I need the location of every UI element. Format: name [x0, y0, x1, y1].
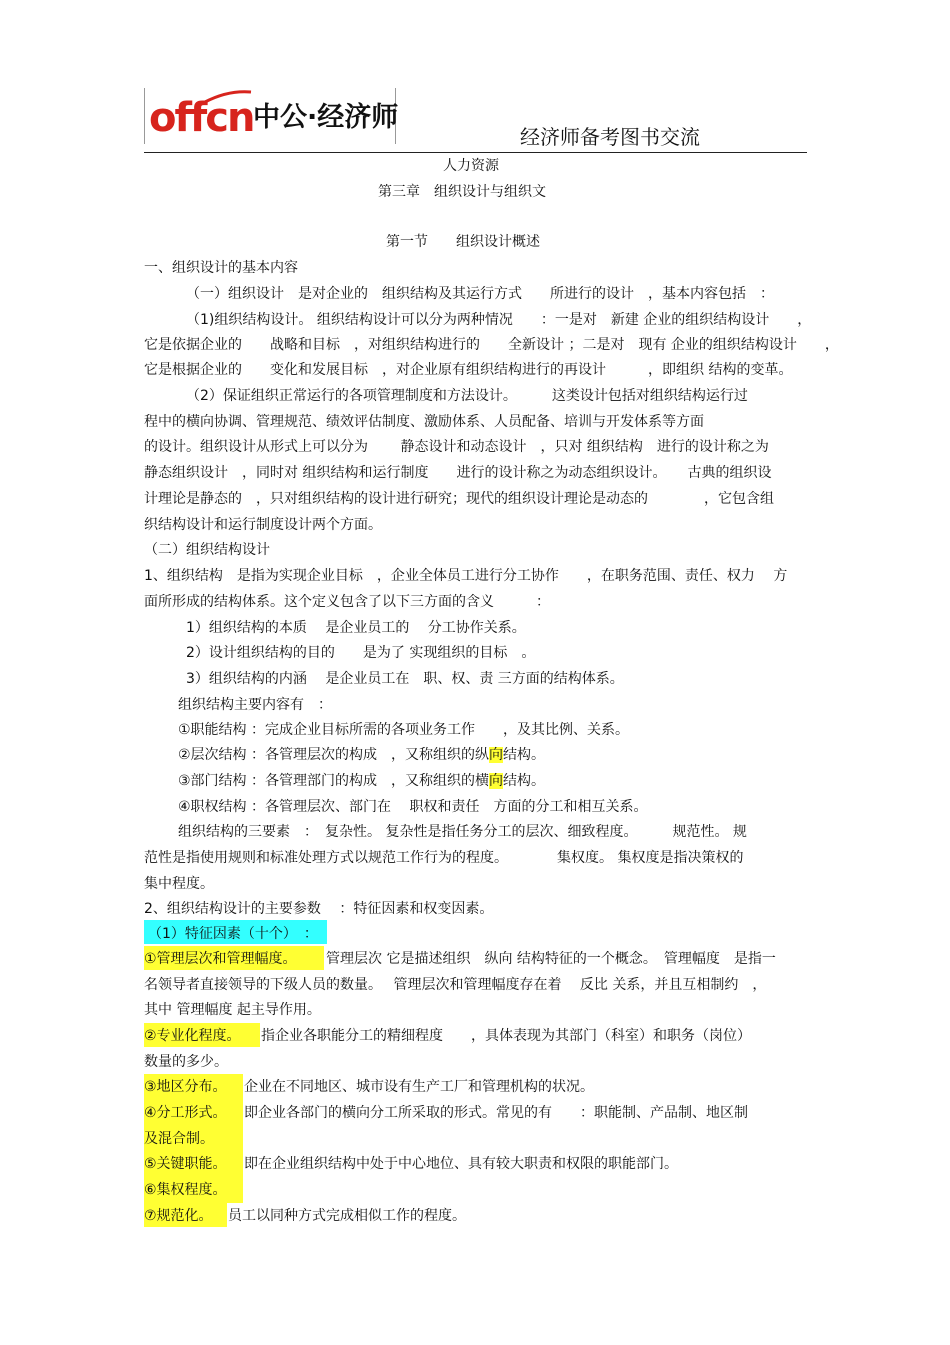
- paragraph-line: 数量的多少。: [144, 1054, 228, 1070]
- highlighted-text: 向: [489, 747, 503, 763]
- paragraph-line: 员工以同种方式完成相似工作的程度。: [228, 1208, 466, 1224]
- paragraph-line: 2、组织结构设计的主要参数 ：特征因素和权变因素。: [144, 901, 494, 917]
- header-divider: [144, 152, 807, 153]
- paragraph-line: 静态组织设计 ，同时对 组织结构和运行制度 进行的设计称之为动态组织设计。 古典的组织设: [144, 465, 772, 481]
- logo-text: offcn: [149, 95, 254, 141]
- paragraph-line: 名领导者直接领导的下级人员的数量。 管理层次和管理幅度存在着 反比 关系，并且互相制约 ，: [144, 977, 767, 993]
- subheading-structure-design: （二）组织结构设计: [144, 542, 270, 558]
- highlighted-term: ③地区分布。: [144, 1079, 227, 1095]
- paragraph-line: 织结构设计和运行制度设计两个方面。: [144, 517, 382, 533]
- paragraph-line: 它是依据企业的 战略和目标 ，对组织结构进行的 全新设计 ；二是对 现有 企业的组织结构设计 ，: [144, 337, 839, 353]
- list-item: [178, 772, 545, 790]
- logo-chinese-text: 中公·经济师: [253, 102, 399, 133]
- highlighted-text: 向: [489, 773, 503, 789]
- list-item-text: 结构。: [503, 773, 545, 789]
- paragraph-line: 范性是指使用规则和标准处理方式以规范工作行为的程度。 集权度。 集权度是指决策权的: [144, 850, 744, 866]
- header-title: 经济师备考图书交流: [520, 125, 700, 149]
- paragraph-line: （一）组织设计 是对企业的 组织结构及其运行方式 所进行的设计 ，基本内容包括 ：: [186, 286, 774, 302]
- list-item: [178, 746, 545, 764]
- paragraph-line: 指企业各职能分工的精细程度 ，具体表现为其部门（科室）和职务（岗位）: [261, 1028, 751, 1044]
- paragraph-line: 即在企业组织结构中处于中心地位、具有较大职责和权限的职能部门。: [244, 1156, 678, 1172]
- chapter-title: 第三章 组织设计与组织文: [378, 184, 546, 200]
- highlighted-term: ④分工形式。: [144, 1105, 227, 1121]
- subject-title: 人力资源: [443, 158, 499, 174]
- highlighted-term: ⑤关键职能。: [144, 1156, 227, 1172]
- highlighted-term: ②专业化程度。: [144, 1028, 241, 1044]
- paragraph-line: 即企业各部门的横向分工所采取的形式。常见的有 ：职能制、产品制、地区制: [244, 1105, 748, 1121]
- paragraph-line: 其中 管理幅度 起主导作用。: [144, 1002, 321, 1018]
- list-item: 2）设计组织结构的目的 是为了 实现组织的目标 。: [186, 645, 536, 661]
- list-item: ④职权结构 ：各管理层次、部门在 职权和责任 方面的分工和相互关系。: [178, 799, 648, 815]
- paragraph-line: 1、组织结构 是指为实现企业目标 ，企业全体员工进行分工协作 ，在职务范围、责任、权力 方: [144, 568, 788, 584]
- paragraph-line: 集中程度。: [144, 876, 214, 892]
- logo-swoosh-icon: [203, 90, 253, 104]
- paragraph-line: 组织结构的三要素 ： 复杂性。 复杂性是指任务分工的层次、细致程度。 规范性。 规: [178, 824, 747, 840]
- highlighted-term: ⑥集权程度。: [144, 1182, 227, 1198]
- list-item-text: 结构。: [503, 747, 545, 763]
- paragraph-line: 组织结构主要内容有 ：: [178, 697, 332, 713]
- list-item-text: ②层次结构 ：各管理层次的构成 ，又称组织的纵: [178, 747, 489, 763]
- list-item: 1）组织结构的本质 是企业员工的 分工协作关系。: [186, 620, 526, 636]
- list-item: 3）组织结构的内涵 是企业员工在 职、权、责 三方面的结构体系。: [186, 671, 624, 687]
- paragraph-line: （1)组织结构设计。 组织结构设计可以分为两种情况 ：一是对 新建 企业的组织结构设计 ，: [186, 312, 812, 328]
- list-item-text: ③部门结构 ：各管理部门的构成 ，又称组织的横: [178, 773, 489, 789]
- list-item: ①职能结构 ：完成企业目标所需的各项业务工作 ，及其比例、关系。: [178, 722, 629, 738]
- offcn-logo: [144, 88, 399, 144]
- paragraph-line: （2）保证组织正常运行的各项管理制度和方法设计。 这类设计包括对组织结构运行过: [186, 388, 748, 404]
- paragraph-line: 面所形成的结构体系。这个定义包含了以下三方面的含义 ：: [144, 594, 550, 610]
- section-title: 第一节 组织设计概述: [386, 234, 540, 250]
- highlighted-term: ①管理层次和管理幅度。: [144, 951, 297, 967]
- paragraph-line: 计理论是静态的 ，只对组织结构的设计进行研究；现代的组织设计理论是动态的 ，它包含组: [144, 491, 774, 507]
- paragraph-line: 及混合制。: [144, 1131, 214, 1147]
- paragraph-line: 的设计。组织设计从形式上可以分为 静态设计和动态设计 ，只对 组织结构 进行的设计称之为: [144, 439, 769, 455]
- subheading-feature-factors: （1）特征因素（十个） ：: [148, 926, 318, 942]
- paragraph-line: 它是根据企业的 变化和发展目标 ，对企业原有组织结构进行的再设计 ，即组织 结构的变革。: [144, 362, 793, 378]
- paragraph-line: 程中的横向协调、管理规范、绩效评估制度、激励体系、人员配备、培训与开发体系等方面: [144, 414, 704, 430]
- paragraph-line: 管理层次 它是描述组织 纵向 结构特征的一个概念。 管理幅度 是指一: [326, 951, 776, 967]
- highlighted-term: ⑦规范化。: [144, 1208, 213, 1224]
- paragraph-line: 企业在不同地区、城市设有生产工厂和管理机构的状况。: [244, 1079, 594, 1095]
- heading-basic-content: 一、组织设计的基本内容: [144, 260, 298, 276]
